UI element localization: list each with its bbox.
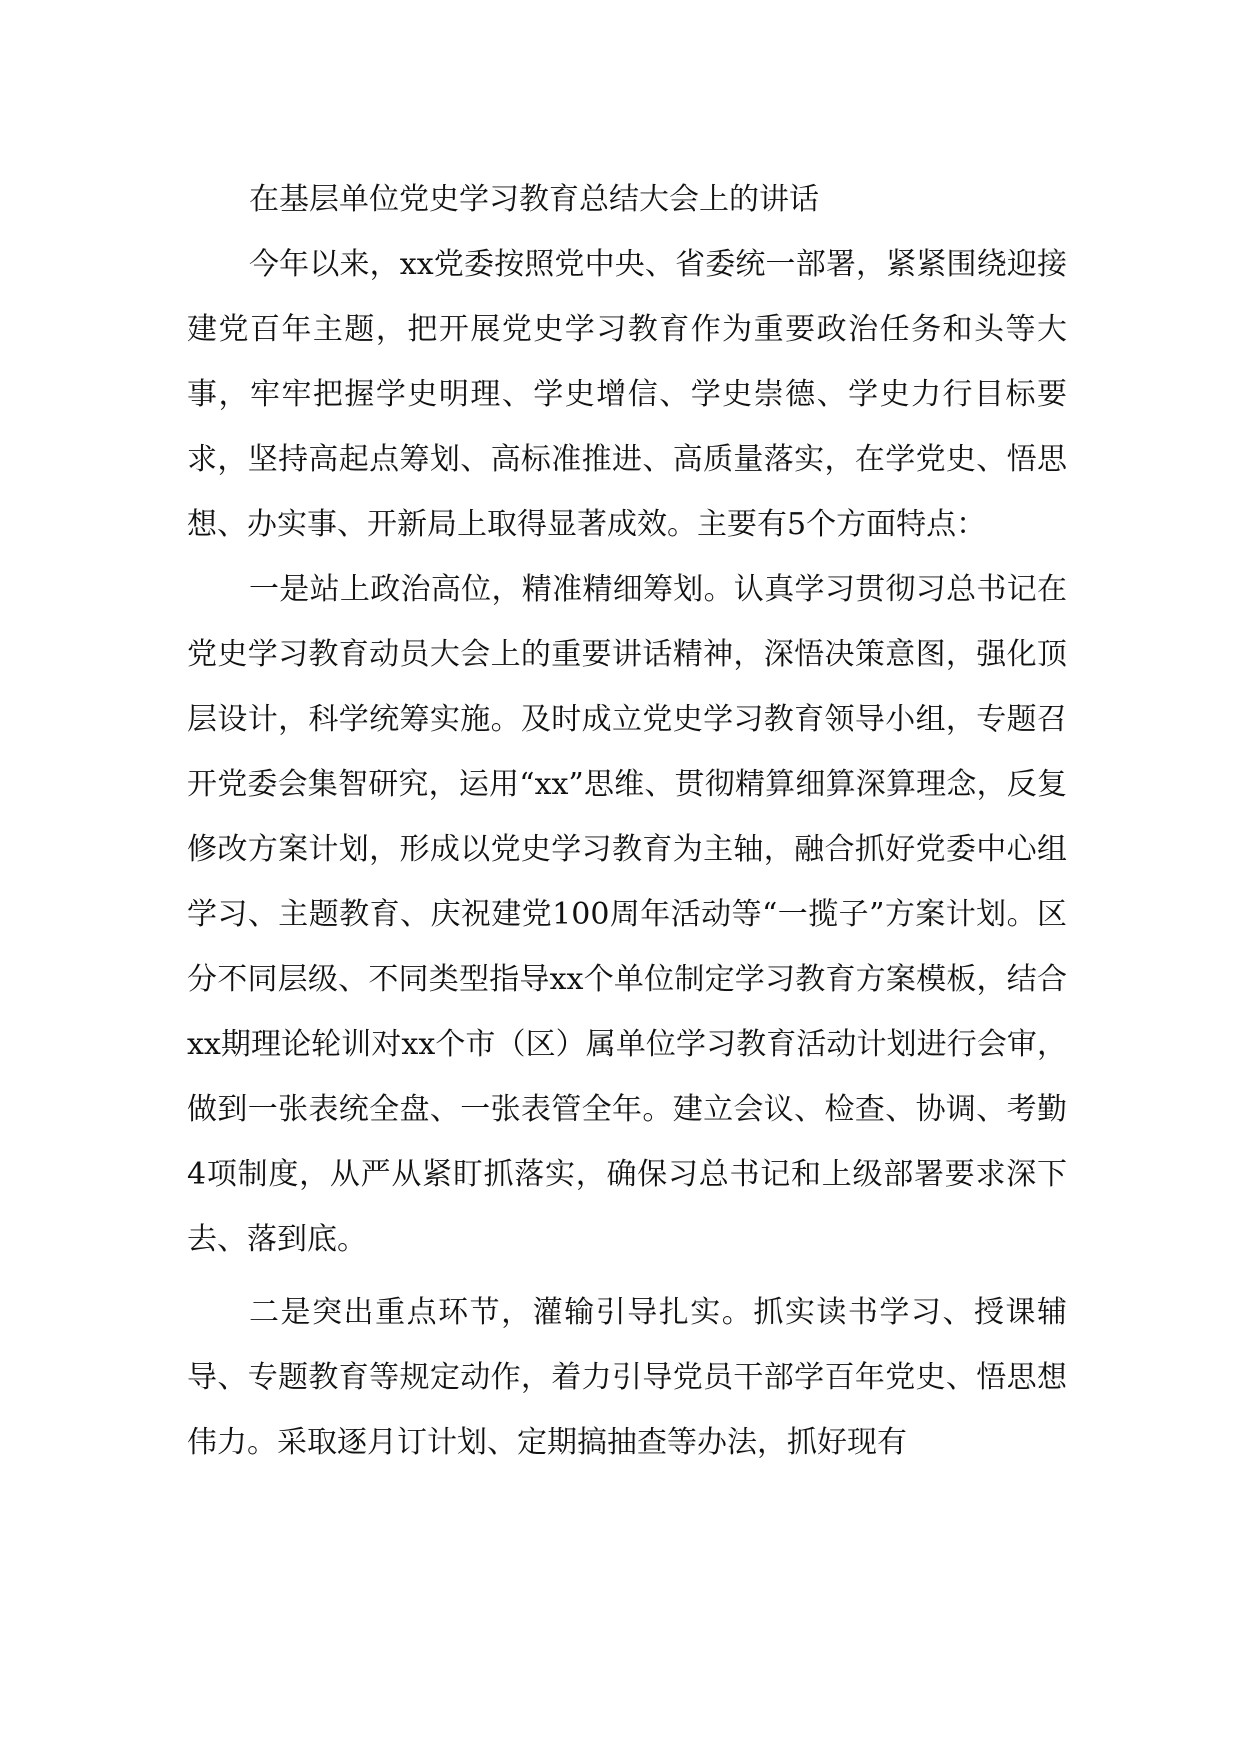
paragraph-intro: 今年以来，xx党委按照党中央、省委统一部署，紧紧围绕迎接建党百年主题，把开展党史学习教育作为重要政治任务和头等大事，牢牢把握学史明理、学史增信、学史崇德、学史力行目标要求，坚持高起点筹划、高标准推进、高质量落实，在学党史、悟思想、办实事、开新局上取得显著成效。主要有5个方面特点：	[187, 247, 1067, 542]
document-title: 在基层单位党史学习教育总结大会上的讲话	[249, 182, 819, 217]
document-body	[187, 167, 1067, 1475]
paragraph-point-two: 二是突出重点环节，灌输引导扎实。抓实读书学习、授课辅导、专题教育等规定动作，着力引导党员干部学百年党史、悟思想伟力。采取逐月订计划、定期搞抽查等办法，抓好现有	[187, 1295, 1067, 1460]
paragraph-point-one: 一是站上政治高位，精准精细筹划。认真学习贯彻习总书记在党史学习教育动员大会上的重要讲话精神，深悟决策意图，强化顶层设计，科学统筹实施。及时成立党史学习教育领导小组，专题召开党委会集智研究，运用“xx”思维、贯彻精算细算深算理念，反复修改方案计划，形成以党史学习教育为主轴，融合抓好党委中心组学习、主题教育、庆祝建党100周年活动等“一揽子”方案计划。区分不同层级、不同类型指导xx个单位制定学习教育方案模板，结合xx期理论轮训对xx个市（区）属单位学习教育活动计划进行会审，做到一张表统全盘、一张表管全年。建立会议、检查、协调、考勤4项制度，从严从紧盯抓落实，确保习总书记和上级部署要求深下去、落到底。	[187, 572, 1067, 1257]
